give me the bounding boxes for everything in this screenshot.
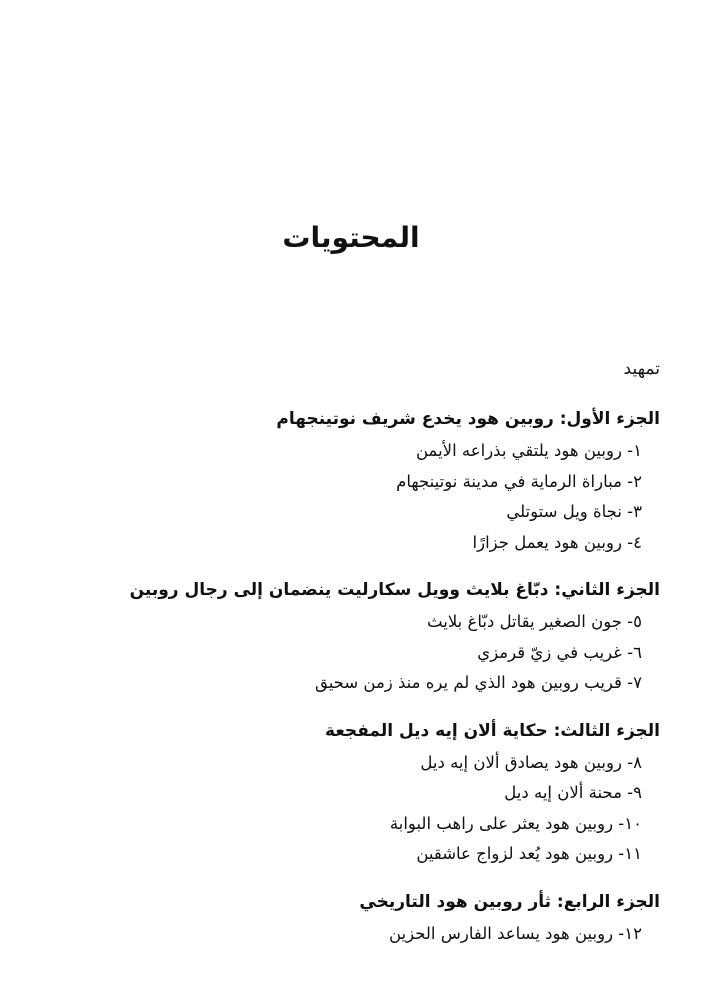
part-title: الجزء الثالث: حكاية ألان إيه ديل المفجعة (325, 720, 660, 741)
part-2 (40, 573, 660, 699)
part-title: الجزء الرابع: ثأر روبين هود التاريخي (359, 891, 660, 912)
chapter-entry: ٥- جون الصغير يقاتل دبّاغ بلايث (427, 612, 642, 631)
chapter-entry: ١٠- روبين هود يعثر على راهب البوابة (389, 813, 642, 833)
preface-entry: تمهيد (623, 359, 660, 379)
chapter-entry: ٨- روبين هود يصادق ألان إيه ديل (420, 752, 642, 772)
page-title: المحتويات (282, 221, 420, 254)
chapter-entry: ٦- غريب في زيّ قرمزي (477, 642, 642, 662)
chapter-list (40, 748, 660, 870)
part-1 (40, 402, 660, 558)
chapter-entry: ٤- روبين هود يعمل جزارًا (472, 532, 642, 552)
part-3 (40, 714, 660, 870)
part-4 (40, 885, 660, 950)
chapter-list (40, 919, 660, 950)
chapter-entry: ١٢- روبين هود يساعد الفارس الحزين (388, 923, 642, 943)
part-title: الجزء الثاني: دبّاغ بلايث وويل سكارليت ينضمان إلى رجال روبين (129, 580, 660, 600)
chapter-list (40, 607, 660, 699)
chapter-entry: ٣- نجاة ويل ستوتلي (506, 502, 642, 521)
chapter-entry: ١- روبين هود يلتقي بذراعه الأيمن (415, 441, 642, 460)
chapter-entry: ٧- قريب روبين هود الذي لم يره منذ زمن سحيق (314, 673, 642, 692)
chapter-entry: ١١- روبين هود يُعد لزواج عاشقين (416, 844, 642, 863)
chapter-entry: ٩- محنة ألان إيه ديل (504, 783, 642, 802)
part-title: الجزء الأول: روبين هود يخدع شريف نوتينجهام (276, 409, 660, 429)
chapter-list (40, 436, 660, 558)
chapter-entry: ٢- مباراة الرماية في مدينة نوتينجهام (396, 471, 642, 491)
table-of-contents (40, 354, 660, 964)
